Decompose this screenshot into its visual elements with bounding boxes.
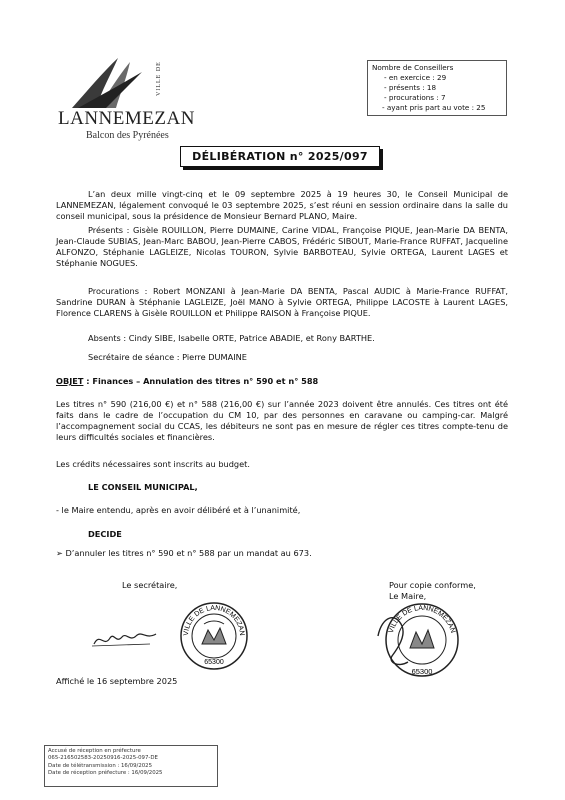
decision-item [56,548,508,559]
mayor-label: Le Maire, [389,591,427,601]
intro-paragraph: L’an deux mille vingt-cinq et le 09 septembre 2025 à 19 heures 30, le Conseil Municipal de LANNEMEZAN, légalement convoqué le 03 septembre 2025, s’est réuni en session ordinaire dans la salle du conseil municipal, sous la présidence de Monsieur Bernard PLANO, Maire. [56,189,508,221]
procurations-paragraph: Procurations : Robert MONZANI à Jean-Marie DA BENTA, Pascal AUDIC à Marie-France RUFFAT, Sandrine DURAN à Stéphanie LAGLEIZE, Joël MANO à Sylvie ORTEGA, Philippe LACOSTE à Laurent LAGES, Florence CLARENS à Gisèle ROUILLON et Philippe RAISON à Françoise PIQUE. [56,286,508,318]
logo-name: LANNEMEZAN [58,108,195,129]
objet-text: : Finances – Annulation des titres n° 590 et n° 588 [83,376,319,386]
councillors-box [367,60,507,116]
decide-heading: DECIDE [88,529,122,539]
svg-text:65300: 65300 [411,667,433,676]
prefecture-receipt-box [44,745,218,787]
copy-conform-label: Pour copie conforme, [389,580,476,590]
receipt-line: Accusé de réception en préfecture [48,748,141,754]
maire-entendu-line: - le Maire entendu, après en avoir délibéré et à l’unanimité, [56,505,301,515]
svg-text:VILLE DE LANNEMEZAN: VILLE DE LANNEMEZAN [387,604,457,634]
logo-tagline: Balcon des Pyrénées [86,130,169,141]
body-paragraph: Les titres n° 590 (216,00 €) et n° 588 (216,00 €) sur l’année 2023 doivent être annulés. Ces titres ont été faits dans le cadre de l’occupation du CM 10, par des personnes en caravane ou camping-car. Malgré l’accompagnement social du CCAS, les débiteurs ne sont pas en mesure de régler ces titres compte-tenu de leurs difficultés sociales et financières. [56,399,508,442]
councillors-box-title: Nombre de Conseillers [372,63,454,72]
receipt-line: Date de télétransmission : 16/09/2025 [48,762,153,769]
presents-paragraph: Présents : Gisèle ROUILLON, Pierre DUMAINE, Carine VIDAL, Françoise PIQUE, Jean-Marie DA BENTA, Jean-Claude SUBIAS, Jean-Marc BABOU, Jean-Pierre CABOS, Frédéric SIBOUT, Marie-France RUFFAT, Jacqueline ALFONZO, Stéphanie LAGLEIZE, Nicolas TOURON, Sylvie BARBOTEAU, Sylvie ORTEGA, Laurent LAGES et Stéphanie NOGUES. [56,225,508,268]
svg-text:65300: 65300 [204,659,224,666]
councillors-line: - en exercice : 29 [384,73,447,82]
credits-line: Les crédits nécessaires sont inscrits au budget. [56,459,250,469]
svg-text:VILLE DE LANNEMEZAN: VILLE DE LANNEMEZAN [182,604,246,637]
mountain-logo-icon [58,50,208,110]
conseil-heading: LE CONSEIL MUNICIPAL, [88,482,198,492]
councillors-line: - procurations : 7 [384,93,446,102]
arrow-bullet-icon: ➢ [56,548,66,558]
mayor-stamp-icon [368,596,468,686]
deliberation-heading-box [180,146,380,167]
affiche-line: Affiché le 16 septembre 2025 [56,676,178,686]
logo-ville-de: VILLE DE [156,61,162,96]
secretary-label: Le secrétaire, [122,580,178,590]
deliberation-heading: DÉLIBÉRATION n° 2025/097 [192,150,368,163]
decision-text: D’annuler les titres n° 590 et n° 588 par un mandat au 673. [65,548,312,558]
town-stamp-icon [178,600,250,672]
receipt-line: 065-216502583-20250916-2025-097-DE [48,755,158,762]
absents-line: Absents : Cindy SIBE, Isabelle ORTE, Patrice ABADIE, et Rony BARTHE. [88,333,375,343]
objet-line [56,376,508,387]
secretary-signature-icon [90,622,160,652]
objet-label: OBJET [56,376,84,386]
logo [58,50,208,160]
councillors-line: - présents : 18 [384,83,437,92]
councillors-line: - ayant pris part au vote : 25 [382,103,486,112]
receipt-line: Date de réception préfecture : 16/09/2025 [48,769,163,776]
secretaire-line: Secrétaire de séance : Pierre DUMAINE [88,352,247,362]
